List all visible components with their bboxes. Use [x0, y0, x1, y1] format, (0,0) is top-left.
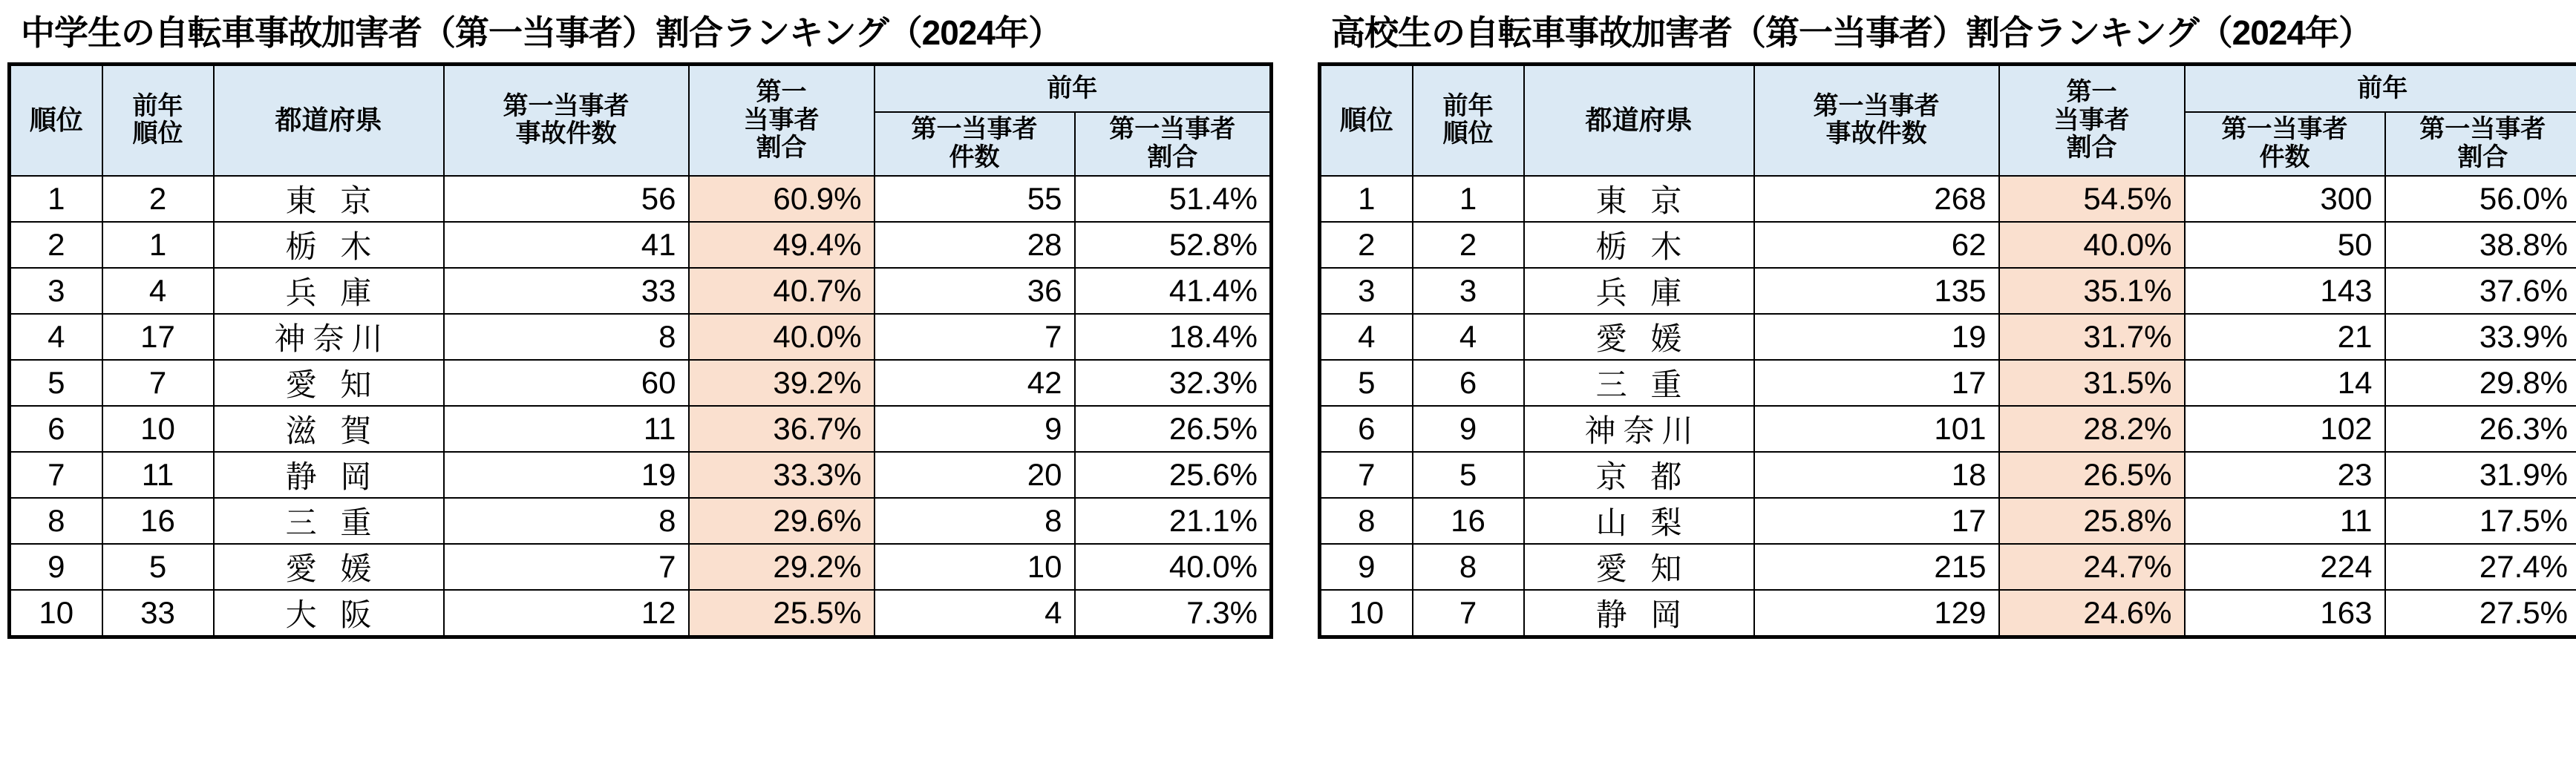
cell-prefecture: 静 岡: [214, 452, 444, 498]
table-row: [1320, 544, 2576, 590]
cell-prev-rank: 2: [102, 176, 214, 222]
cell-prev-rank: 16: [1413, 498, 1524, 544]
cell-rank: 4: [1320, 314, 1413, 360]
cell-prev-rank: 5: [102, 544, 214, 590]
cell-cases: 33: [444, 268, 689, 314]
cell-prefecture: 東 京: [1524, 176, 1754, 222]
cell-ratio: 40.0%: [1999, 222, 2185, 268]
cell-prev-ratio: 56.0%: [2385, 176, 2576, 222]
cell-prev-ratio: 52.8%: [1075, 222, 1272, 268]
cell-ratio: 25.8%: [1999, 498, 2185, 544]
cell-prev-cases: 21: [2185, 314, 2385, 360]
table-row: [1320, 222, 2576, 268]
cell-prev-rank: 5: [1413, 452, 1524, 498]
cell-prev-rank: 16: [102, 498, 214, 544]
cell-prefecture: 神奈川: [1524, 406, 1754, 452]
cell-rank: 6: [1320, 406, 1413, 452]
cell-rank: 7: [10, 452, 102, 498]
table-header: [10, 65, 1272, 176]
cell-rank: 8: [10, 498, 102, 544]
cell-rank: 9: [1320, 544, 1413, 590]
cell-prev-ratio: 41.4%: [1075, 268, 1272, 314]
col-header-prev-ratio: 第一当事者 割合: [1075, 112, 1272, 176]
cell-ratio: 49.4%: [689, 222, 875, 268]
cell-ratio: 40.0%: [689, 314, 875, 360]
cell-prev-ratio: 31.9%: [2385, 452, 2576, 498]
cell-prev-rank: 8: [1413, 544, 1524, 590]
cell-rank: 10: [10, 590, 102, 637]
panel-high-school: [1310, 0, 2576, 639]
cell-cases: 101: [1754, 406, 1999, 452]
table-body: [10, 176, 1272, 637]
cell-prev-rank: 1: [1413, 176, 1524, 222]
cell-prev-cases: 50: [2185, 222, 2385, 268]
cell-prev-ratio: 29.8%: [2385, 360, 2576, 406]
col-header-ratio: 第一 当事者 割合: [689, 65, 875, 176]
col-header-rank: 順位: [10, 65, 102, 176]
cell-prev-cases: 7: [875, 314, 1075, 360]
table-row: [1320, 406, 2576, 452]
ranking-table-2: [1318, 62, 2576, 639]
cell-prev-cases: 36: [875, 268, 1075, 314]
cell-prev-ratio: 7.3%: [1075, 590, 1272, 637]
cell-rank: 7: [1320, 452, 1413, 498]
cell-prefecture: 愛 媛: [214, 544, 444, 590]
cell-prev-rank: 10: [102, 406, 214, 452]
table-row: [10, 268, 1272, 314]
cell-prefecture: 三 重: [214, 498, 444, 544]
table-row: [1320, 590, 2576, 637]
cell-prefecture: 栃 木: [1524, 222, 1754, 268]
cell-ratio: 36.7%: [689, 406, 875, 452]
cell-prev-cases: 9: [875, 406, 1075, 452]
cell-prev-rank: 17: [102, 314, 214, 360]
table-row: [10, 360, 1272, 406]
table-row: [1320, 498, 2576, 544]
cell-prefecture: 三 重: [1524, 360, 1754, 406]
cell-prefecture: 滋 賀: [214, 406, 444, 452]
cell-rank: 5: [1320, 360, 1413, 406]
cell-cases: 7: [444, 544, 689, 590]
cell-cases: 268: [1754, 176, 1999, 222]
cell-rank: 3: [10, 268, 102, 314]
cell-prev-rank: 4: [1413, 314, 1524, 360]
table-row: [10, 176, 1272, 222]
cell-ratio: 29.2%: [689, 544, 875, 590]
cell-prefecture: 兵 庫: [1524, 268, 1754, 314]
col-header-prev-rank: 前年 順位: [102, 65, 214, 176]
cell-prev-ratio: 32.3%: [1075, 360, 1272, 406]
cell-prev-ratio: 51.4%: [1075, 176, 1272, 222]
cell-rank: 10: [1320, 590, 1413, 637]
cell-prefecture: 兵 庫: [214, 268, 444, 314]
cell-ratio: 33.3%: [689, 452, 875, 498]
col-header-ratio: 第一 当事者 割合: [1999, 65, 2185, 176]
cell-prev-cases: 14: [2185, 360, 2385, 406]
cell-cases: 62: [1754, 222, 1999, 268]
table-body-2: [1320, 176, 2576, 637]
cell-prefecture: 静 岡: [1524, 590, 1754, 637]
table-row: [10, 406, 1272, 452]
col-header-prev-group: 前年: [875, 65, 1272, 112]
cell-prefecture: 山 梨: [1524, 498, 1754, 544]
cell-cases: 41: [444, 222, 689, 268]
page-title-2: 高校生の自転車事故加害者（第一当事者）割合ランキング（2024年）: [1331, 13, 2372, 52]
cell-prefecture: 大 阪: [214, 590, 444, 637]
cell-cases: 215: [1754, 544, 1999, 590]
cell-prev-ratio: 17.5%: [2385, 498, 2576, 544]
cell-prefecture: 東 京: [214, 176, 444, 222]
cell-cases: 8: [444, 498, 689, 544]
cell-cases: 19: [1754, 314, 1999, 360]
cell-cases: 19: [444, 452, 689, 498]
cell-prefecture: 愛 媛: [1524, 314, 1754, 360]
cell-prev-ratio: 33.9%: [2385, 314, 2576, 360]
table-row: [1320, 268, 2576, 314]
col-header-cases: 第一当事者 事故件数: [1754, 65, 1999, 176]
cell-prev-cases: 28: [875, 222, 1075, 268]
cell-cases: 8: [444, 314, 689, 360]
cell-ratio: 60.9%: [689, 176, 875, 222]
cell-cases: 11: [444, 406, 689, 452]
cell-prev-cases: 42: [875, 360, 1075, 406]
cell-prev-cases: 300: [2185, 176, 2385, 222]
cell-ratio: 24.7%: [1999, 544, 2185, 590]
cell-ratio: 29.6%: [689, 498, 875, 544]
table-row: [10, 222, 1272, 268]
cell-prev-rank: 11: [102, 452, 214, 498]
cell-prev-rank: 6: [1413, 360, 1524, 406]
table-row: [1320, 360, 2576, 406]
cell-prev-ratio: 37.6%: [2385, 268, 2576, 314]
col-header-prev-ratio: 第一当事者 割合: [2385, 112, 2576, 176]
table-row: [10, 544, 1272, 590]
cell-prev-cases: 143: [2185, 268, 2385, 314]
cell-ratio: 35.1%: [1999, 268, 2185, 314]
ranking-table: [7, 62, 1273, 639]
cell-prev-cases: 23: [2185, 452, 2385, 498]
cell-prev-ratio: 25.6%: [1075, 452, 1272, 498]
cell-ratio: 31.7%: [1999, 314, 2185, 360]
table-row: [1320, 452, 2576, 498]
cell-rank: 4: [10, 314, 102, 360]
cell-cases: 12: [444, 590, 689, 637]
table-header-2: [1320, 65, 2576, 176]
cell-ratio: 40.7%: [689, 268, 875, 314]
cell-prefecture: 愛 知: [214, 360, 444, 406]
cell-ratio: 28.2%: [1999, 406, 2185, 452]
cell-ratio: 39.2%: [689, 360, 875, 406]
cell-prev-cases: 102: [2185, 406, 2385, 452]
cell-prev-rank: 9: [1413, 406, 1524, 452]
col-header-prev-group: 前年: [2185, 65, 2576, 112]
cell-ratio: 25.5%: [689, 590, 875, 637]
cell-prev-rank: 7: [1413, 590, 1524, 637]
cell-prev-cases: 8: [875, 498, 1075, 544]
cell-prev-cases: 55: [875, 176, 1075, 222]
cell-prev-cases: 11: [2185, 498, 2385, 544]
cell-prev-cases: 4: [875, 590, 1075, 637]
cell-ratio: 31.5%: [1999, 360, 2185, 406]
table-row: [10, 452, 1272, 498]
table-row: [10, 314, 1272, 360]
cell-prev-ratio: 26.3%: [2385, 406, 2576, 452]
cell-prev-ratio: 18.4%: [1075, 314, 1272, 360]
cell-rank: 3: [1320, 268, 1413, 314]
cell-prev-ratio: 26.5%: [1075, 406, 1272, 452]
cell-cases: 60: [444, 360, 689, 406]
cell-rank: 1: [10, 176, 102, 222]
cell-prev-cases: 20: [875, 452, 1075, 498]
cell-cases: 129: [1754, 590, 1999, 637]
cell-prev-rank: 7: [102, 360, 214, 406]
cell-prev-ratio: 38.8%: [2385, 222, 2576, 268]
cell-prev-rank: 2: [1413, 222, 1524, 268]
cell-rank: 2: [1320, 222, 1413, 268]
cell-rank: 5: [10, 360, 102, 406]
cell-prefecture: 京 都: [1524, 452, 1754, 498]
col-header-prefecture: 都道府県: [1524, 65, 1754, 176]
cell-prev-ratio: 40.0%: [1075, 544, 1272, 590]
cell-cases: 135: [1754, 268, 1999, 314]
cell-prev-ratio: 21.1%: [1075, 498, 1272, 544]
cell-cases: 56: [444, 176, 689, 222]
cell-rank: 6: [10, 406, 102, 452]
cell-ratio: 54.5%: [1999, 176, 2185, 222]
col-header-cases: 第一当事者 事故件数: [444, 65, 689, 176]
table-row: [10, 498, 1272, 544]
cell-ratio: 24.6%: [1999, 590, 2185, 637]
cell-prev-cases: 224: [2185, 544, 2385, 590]
col-header-prefecture: 都道府県: [214, 65, 444, 176]
table-row: [1320, 176, 2576, 222]
cell-rank: 8: [1320, 498, 1413, 544]
cell-rank: 2: [10, 222, 102, 268]
cell-cases: 18: [1754, 452, 1999, 498]
col-header-prev-cases: 第一当事者 件数: [2185, 112, 2385, 176]
cell-prev-cases: 163: [2185, 590, 2385, 637]
cell-rank: 9: [10, 544, 102, 590]
cell-rank: 1: [1320, 176, 1413, 222]
page-title: 中学生の自転車事故加害者（第一当事者）割合ランキング（2024年）: [21, 13, 1062, 52]
cell-cases: 17: [1754, 360, 1999, 406]
cell-prev-ratio: 27.4%: [2385, 544, 2576, 590]
cell-ratio: 26.5%: [1999, 452, 2185, 498]
col-header-prev-cases: 第一当事者 件数: [875, 112, 1075, 176]
cell-prefecture: 愛 知: [1524, 544, 1754, 590]
cell-prev-rank: 3: [1413, 268, 1524, 314]
table-row: [10, 590, 1272, 637]
table-row: [1320, 314, 2576, 360]
panel-junior-high: [0, 0, 1266, 639]
cell-prev-rank: 4: [102, 268, 214, 314]
cell-prefecture: 栃 木: [214, 222, 444, 268]
cell-cases: 17: [1754, 498, 1999, 544]
col-header-prev-rank: 前年 順位: [1413, 65, 1524, 176]
cell-prev-cases: 10: [875, 544, 1075, 590]
cell-prefecture: 神奈川: [214, 314, 444, 360]
cell-prev-rank: 33: [102, 590, 214, 637]
cell-prev-rank: 1: [102, 222, 214, 268]
col-header-rank: 順位: [1320, 65, 1413, 176]
cell-prev-ratio: 27.5%: [2385, 590, 2576, 637]
